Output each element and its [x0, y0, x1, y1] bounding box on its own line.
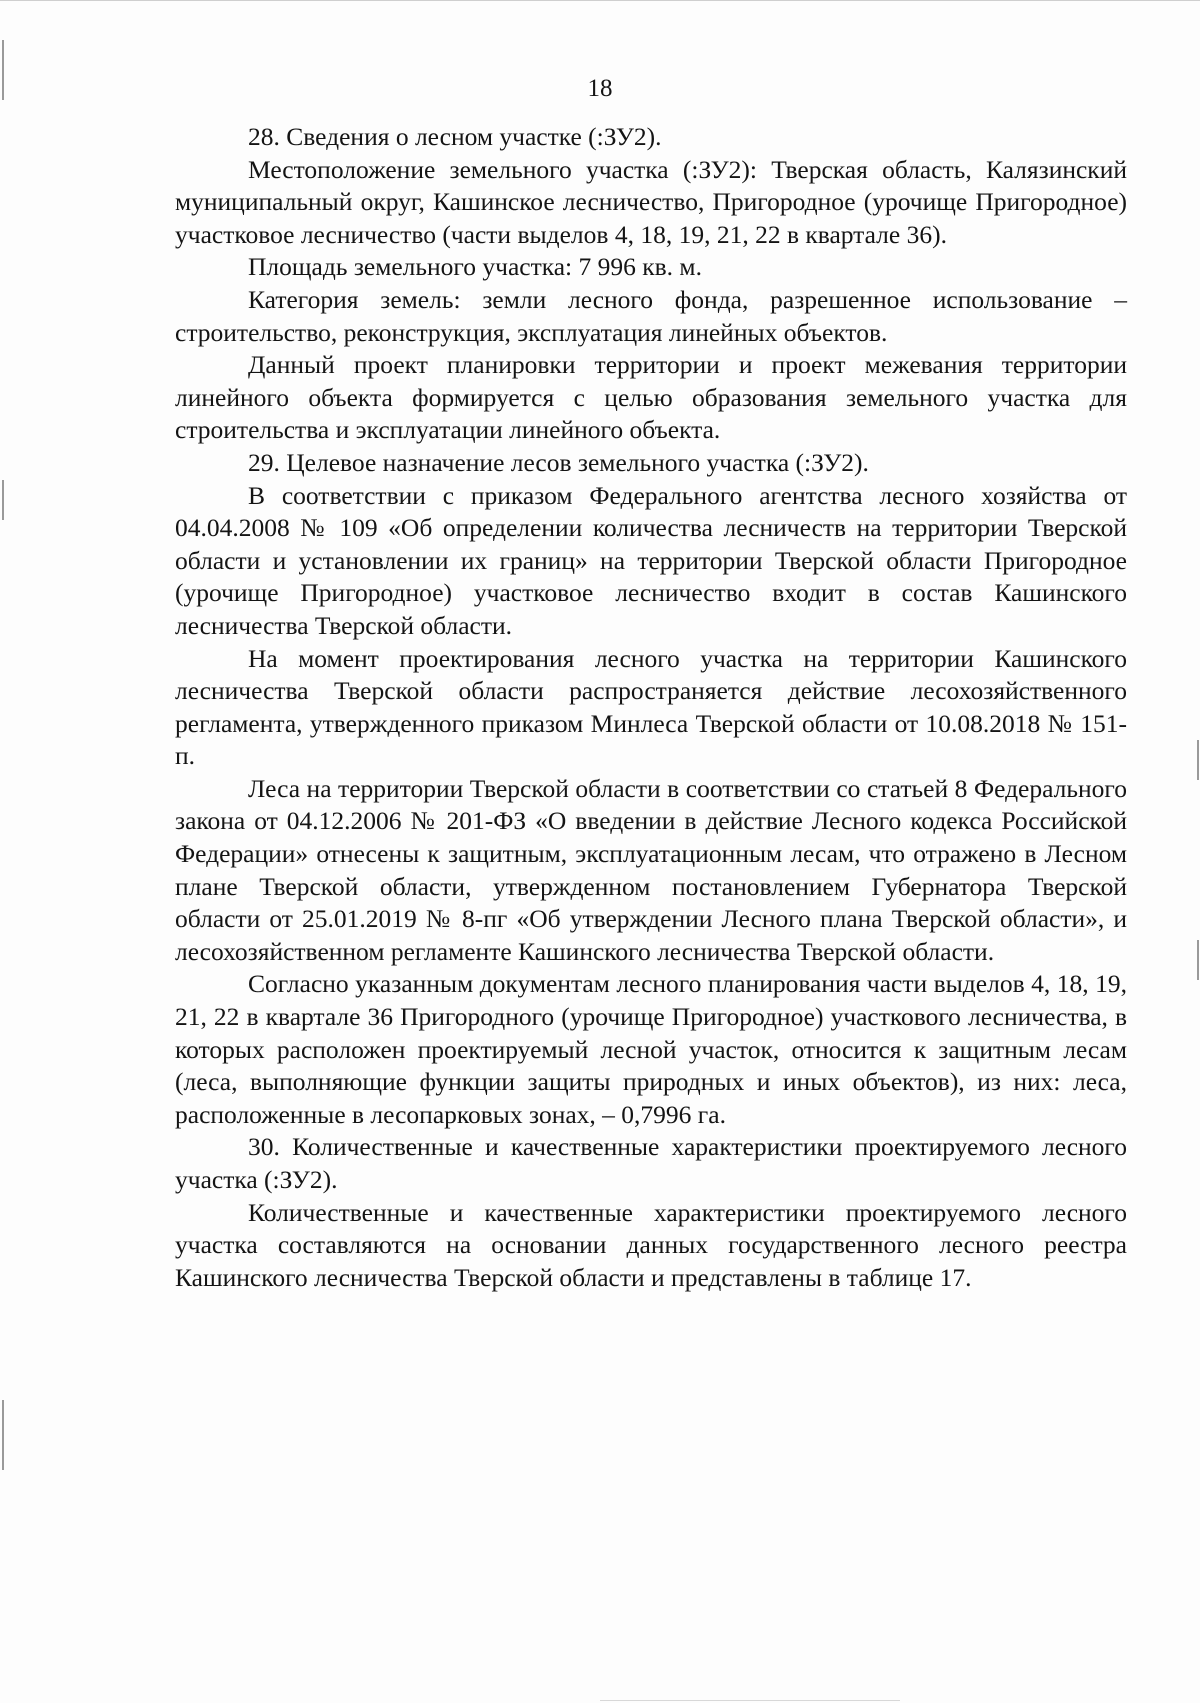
scan-edge-left — [2, 480, 4, 520]
scan-edge-right — [1197, 740, 1199, 780]
paragraph-regulation: На момент проектирования лесного участка на территории Кашинского лесничества Тверской области распространяется действие лесохозяйственного регламента, утвержденного приказом Минлеса Тверской области от 10.08.2018 № 151-п. — [175, 643, 1127, 771]
paragraph-project-purpose: Данный проект планировки территории и проект межевания территории линейного объекта формируется с целью образования земельного участка для строительства и эксплуатации линейного объекта. — [175, 350, 1127, 445]
scan-edge-bottom — [600, 1700, 900, 1701]
paragraph-land-category: Категория земель: земли лесного фонда, разрешенное использование – строительство, реконструкция, эксплуатация линейных объектов. — [175, 284, 1127, 347]
paragraph-section-28-heading: 28. Сведения о лесном участке (:ЗУ2). — [248, 122, 662, 151]
scan-edge-left — [2, 1400, 4, 1470]
paragraph-area: Площадь земельного участка: 7 996 кв. м. — [248, 252, 702, 282]
page-number: 18 — [587, 75, 613, 102]
scan-edge-right — [1197, 940, 1199, 980]
paragraph-order-reference: В соответствии с приказом Федерального агентства лесного хозяйства от 04.04.2008 № 109 «Об определении количества лесничеств на территории Тверской области и установлении их границ» на территории Тверской области Пригородное (урочище Пригородное) участковое лесничество входит в состав Кашинского лесничества Тверской области. — [175, 480, 1127, 640]
paragraph-forest-law: Леса на территории Тверской области в соответствии со статьей 8 Федерального закона от 04.12.2006 № 201-ФЗ «О введении в действие Лесного кодекса Российской Федерации» отнесены к защитным, эксплуатационным лесам, что отражено в Лесном плане Тверской области, утвержденном постановлением Губернатора Тверской области от 25.01.2019 № 8-пг «Об утверждении Лесного плана Тверской области», и лесохозяйственном регламенте Кашинского лесничества Тверской области. — [175, 773, 1127, 966]
paragraph-location: Местоположение земельного участка (:ЗУ2): Тверская область, Калязинский муниципальный округ, Кашинское лесничество, Пригородное (урочище Пригородное) участковое лесничество (части выделов 4, 18, 19, 21, 22 в квартале 36). — [175, 154, 1127, 249]
paragraph-section-29-heading: 29. Целевое назначение лесов земельного участка (:ЗУ2). — [248, 447, 869, 477]
paragraph-protective-forests: Согласно указанным документам лесного планирования части выделов 4, 18, 19, 21, 22 в квартале 36 Пригородного (урочище Пригородное) участкового лесничества, в которых расположен проектируемый лесной участок, относится к защитным лесам (леса, выполняющие функции защиты природных и иных объектов), из них: леса, расположенные в лесопарковых зонах, – 0,7996 га. — [175, 969, 1127, 1129]
paragraph-section-30-heading: 30. Количественные и качественные характеристики проектируемого лесного участка (:ЗУ2). — [175, 1132, 1127, 1194]
scan-edge-top — [0, 0, 1200, 1]
document-body — [175, 121, 1127, 1294]
paragraph-characteristics: Количественные и качественные характеристики проектируемого лесного участка составляются на основании данных государственного лесного реестра Кашинского лесничества Тверской области и представлены в таблице 17. — [175, 1197, 1127, 1292]
